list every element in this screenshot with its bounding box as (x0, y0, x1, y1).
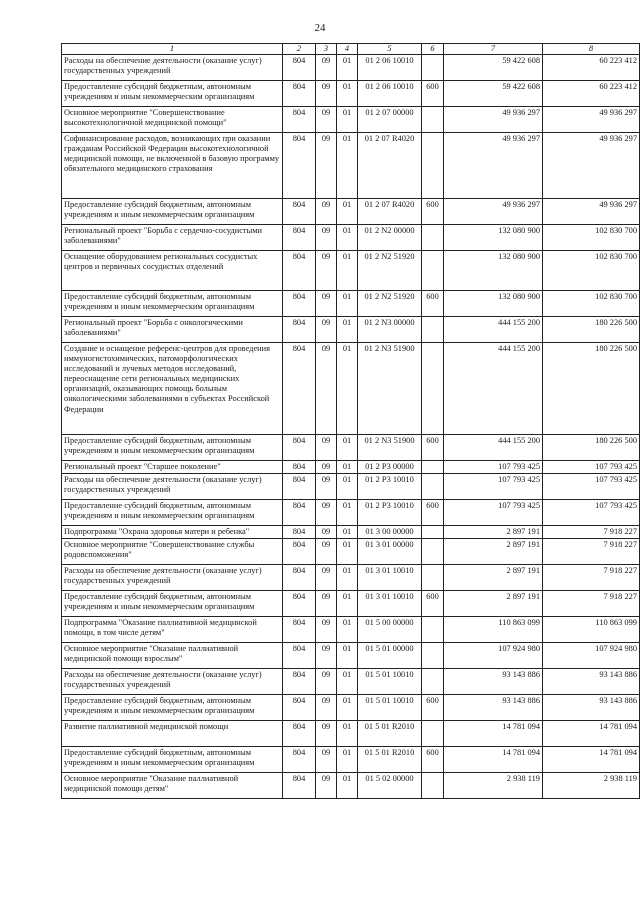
cell-expense-type (422, 225, 444, 251)
cell-description: Расходы на обеспечение деятельности (оказание услуг) государственных учреждений (62, 669, 283, 695)
cell-section-code: 09 (316, 199, 337, 225)
table-row (62, 317, 640, 343)
cell-amount-year1: 59 422 608 (444, 55, 543, 81)
cell-amount-year2: 7 918 227 (543, 591, 640, 617)
cell-target-article: 01 5 01 00000 (358, 643, 422, 669)
cell-amount-year2: 49 936 297 (543, 107, 640, 133)
cell-ministry-code: 804 (283, 251, 316, 291)
cell-ministry-code: 804 (283, 291, 316, 317)
cell-subsection-code: 01 (337, 695, 358, 721)
cell-description: Основное мероприятие "Совершенствование высокотехнологичной медицинской помощи" (62, 107, 283, 133)
cell-target-article: 01 5 01 R2010 (358, 747, 422, 773)
cell-amount-year1: 14 781 094 (444, 721, 543, 747)
cell-expense-type (422, 669, 444, 695)
cell-ministry-code: 804 (283, 643, 316, 669)
cell-amount-year2: 107 793 425 (543, 461, 640, 474)
cell-subsection-code: 01 (337, 643, 358, 669)
cell-subsection-code: 01 (337, 500, 358, 526)
cell-section-code: 09 (316, 695, 337, 721)
budget-table (61, 43, 640, 799)
cell-amount-year1: 59 422 608 (444, 81, 543, 107)
cell-subsection-code: 01 (337, 539, 358, 565)
cell-section-code: 09 (316, 461, 337, 474)
cell-amount-year1: 444 155 200 (444, 435, 543, 461)
cell-target-article: 01 2 07 00000 (358, 107, 422, 133)
cell-amount-year1: 14 781 094 (444, 747, 543, 773)
cell-expense-type (422, 526, 444, 539)
cell-amount-year2: 107 793 425 (543, 474, 640, 500)
table-row (62, 669, 640, 695)
cell-amount-year2: 60 223 412 (543, 55, 640, 81)
cell-ministry-code: 804 (283, 107, 316, 133)
cell-subsection-code: 01 (337, 107, 358, 133)
cell-ministry-code: 804 (283, 81, 316, 107)
cell-ministry-code: 804 (283, 591, 316, 617)
cell-expense-type: 600 (422, 199, 444, 225)
cell-amount-year2: 102 830 700 (543, 225, 640, 251)
cell-amount-year2: 14 781 094 (543, 747, 640, 773)
cell-subsection-code: 01 (337, 721, 358, 747)
cell-target-article: 01 2 06 10010 (358, 81, 422, 107)
cell-expense-type (422, 474, 444, 500)
header-cell-2: 2 (283, 44, 316, 55)
cell-ministry-code: 804 (283, 474, 316, 500)
header-cell-1: 1 (62, 44, 283, 55)
table-row (62, 617, 640, 643)
cell-section-code: 09 (316, 474, 337, 500)
cell-description: Региональный проект "Борьба с сердечно-сосудистыми заболеваниями" (62, 225, 283, 251)
cell-amount-year2: 93 143 886 (543, 695, 640, 721)
cell-ministry-code: 804 (283, 317, 316, 343)
table-row (62, 343, 640, 435)
cell-ministry-code: 804 (283, 747, 316, 773)
cell-ministry-code: 804 (283, 695, 316, 721)
cell-amount-year2: 180 226 500 (543, 343, 640, 435)
cell-description: Расходы на обеспечение деятельности (оказание услуг) государственных учреждений (62, 565, 283, 591)
cell-section-code: 09 (316, 747, 337, 773)
cell-amount-year2: 102 830 700 (543, 251, 640, 291)
cell-section-code: 09 (316, 343, 337, 435)
cell-target-article: 01 5 00 00000 (358, 617, 422, 643)
cell-description: Предоставление субсидий бюджетным, автономным учреждениям и иным некоммерческим организациям (62, 291, 283, 317)
cell-ministry-code: 804 (283, 55, 316, 81)
cell-subsection-code: 01 (337, 773, 358, 799)
cell-ministry-code: 804 (283, 133, 316, 199)
cell-target-article: 01 5 01 10010 (358, 669, 422, 695)
cell-expense-type: 600 (422, 435, 444, 461)
cell-subsection-code: 01 (337, 343, 358, 435)
cell-ministry-code: 804 (283, 617, 316, 643)
cell-target-article: 01 5 01 10010 (358, 695, 422, 721)
cell-description: Предоставление субсидий бюджетным, автономным учреждениям и иным некоммерческим организациям (62, 81, 283, 107)
table-row (62, 461, 640, 474)
cell-section-code: 09 (316, 669, 337, 695)
cell-amount-year1: 444 155 200 (444, 317, 543, 343)
cell-expense-type: 600 (422, 747, 444, 773)
cell-amount-year1: 93 143 886 (444, 669, 543, 695)
cell-expense-type (422, 251, 444, 291)
cell-amount-year2: 180 226 500 (543, 317, 640, 343)
cell-amount-year1: 107 793 425 (444, 461, 543, 474)
cell-subsection-code: 01 (337, 747, 358, 773)
cell-amount-year2: 60 223 412 (543, 81, 640, 107)
cell-amount-year1: 107 793 425 (444, 474, 543, 500)
table-row (62, 81, 640, 107)
cell-expense-type (422, 617, 444, 643)
cell-amount-year1: 2 897 191 (444, 526, 543, 539)
table-row (62, 695, 640, 721)
table-row (62, 133, 640, 199)
cell-target-article: 01 2 06 10010 (358, 55, 422, 81)
cell-amount-year1: 49 936 297 (444, 107, 543, 133)
cell-target-article: 01 3 01 10010 (358, 591, 422, 617)
table-row (62, 539, 640, 565)
cell-subsection-code: 01 (337, 317, 358, 343)
cell-amount-year1: 2 938 119 (444, 773, 543, 799)
cell-amount-year1: 93 143 886 (444, 695, 543, 721)
cell-section-code: 09 (316, 81, 337, 107)
cell-ministry-code: 804 (283, 721, 316, 747)
cell-section-code: 09 (316, 317, 337, 343)
cell-ministry-code: 804 (283, 773, 316, 799)
cell-ministry-code: 804 (283, 526, 316, 539)
cell-expense-type: 600 (422, 591, 444, 617)
cell-expense-type: 600 (422, 695, 444, 721)
cell-ministry-code: 804 (283, 669, 316, 695)
cell-description: Региональный проект "Борьба с онкологическими заболеваниями" (62, 317, 283, 343)
cell-subsection-code: 01 (337, 251, 358, 291)
cell-amount-year2: 110 863 099 (543, 617, 640, 643)
cell-subsection-code: 01 (337, 133, 358, 199)
cell-description: Основное мероприятие "Совершенствование службы родовспоможения" (62, 539, 283, 565)
header-cell-8: 8 (543, 44, 640, 55)
cell-amount-year2: 49 936 297 (543, 133, 640, 199)
cell-expense-type (422, 565, 444, 591)
cell-description: Предоставление субсидий бюджетным, автономным учреждениям и иным некоммерческим организациям (62, 199, 283, 225)
header-cell-5: 5 (358, 44, 422, 55)
cell-description: Создание и оснащение референс-центров для проведения иммуногистохимических, патоморфологических исследований и лучевых методов исследований, переоснащение сети региональных медицинских организаций, оказывающих помощь больным онкологическими заболеваниями в субъектах Российской Федерации (62, 343, 283, 435)
table-row (62, 721, 640, 747)
cell-target-article: 01 2 N2 51920 (358, 291, 422, 317)
cell-subsection-code: 01 (337, 55, 358, 81)
cell-ministry-code: 804 (283, 565, 316, 591)
cell-target-article: 01 2 N3 51900 (358, 343, 422, 435)
cell-description: Основное мероприятие "Оказание паллиативной медицинской помощи детям" (62, 773, 283, 799)
cell-amount-year1: 2 897 191 (444, 539, 543, 565)
cell-section-code: 09 (316, 251, 337, 291)
cell-description: Подпрограмма "Оказание паллиативной медицинской помощи, в том числе детям" (62, 617, 283, 643)
cell-expense-type (422, 343, 444, 435)
cell-description: Основное мероприятие "Оказание паллиативной медицинской помощи взрослым" (62, 643, 283, 669)
cell-description: Предоставление субсидий бюджетным, автономным учреждениям и иным некоммерческим организациям (62, 747, 283, 773)
cell-target-article: 01 2 N2 00000 (358, 225, 422, 251)
cell-section-code: 09 (316, 643, 337, 669)
cell-amount-year1: 132 080 900 (444, 225, 543, 251)
cell-subsection-code: 01 (337, 81, 358, 107)
cell-target-article: 01 2 P3 10010 (358, 500, 422, 526)
cell-description: Оснащение оборудованием региональных сосудистых центров и первичных сосудистых отделений (62, 251, 283, 291)
table-row (62, 107, 640, 133)
header-row (62, 44, 640, 55)
cell-subsection-code: 01 (337, 225, 358, 251)
cell-target-article: 01 5 02 00000 (358, 773, 422, 799)
cell-subsection-code: 01 (337, 474, 358, 500)
cell-subsection-code: 01 (337, 526, 358, 539)
header-cell-7: 7 (444, 44, 543, 55)
cell-amount-year1: 49 936 297 (444, 199, 543, 225)
cell-expense-type (422, 107, 444, 133)
cell-subsection-code: 01 (337, 617, 358, 643)
cell-amount-year1: 49 936 297 (444, 133, 543, 199)
cell-ministry-code: 804 (283, 461, 316, 474)
cell-target-article: 01 5 01 R2010 (358, 721, 422, 747)
cell-target-article: 01 2 N3 00000 (358, 317, 422, 343)
cell-section-code: 09 (316, 500, 337, 526)
cell-subsection-code: 01 (337, 461, 358, 474)
cell-description: Развитие паллиативной медицинской помощи (62, 721, 283, 747)
cell-section-code: 09 (316, 617, 337, 643)
cell-description: Предоставление субсидий бюджетным, автономным учреждениям и иным некоммерческим организациям (62, 695, 283, 721)
cell-description: Предоставление субсидий бюджетным, автономным учреждениям и иным некоммерческим организациям (62, 591, 283, 617)
table-row (62, 225, 640, 251)
cell-subsection-code: 01 (337, 291, 358, 317)
cell-subsection-code: 01 (337, 565, 358, 591)
cell-section-code: 09 (316, 539, 337, 565)
cell-amount-year1: 132 080 900 (444, 251, 543, 291)
cell-section-code: 09 (316, 591, 337, 617)
cell-section-code: 09 (316, 107, 337, 133)
cell-expense-type: 600 (422, 500, 444, 526)
table-row (62, 55, 640, 81)
table-row (62, 291, 640, 317)
table-row (62, 526, 640, 539)
cell-ministry-code: 804 (283, 199, 316, 225)
cell-amount-year2: 180 226 500 (543, 435, 640, 461)
table-row (62, 643, 640, 669)
cell-amount-year1: 107 924 980 (444, 643, 543, 669)
table-row (62, 773, 640, 799)
cell-description: Софинансирование расходов, возникающих при оказании гражданам Российской Федерации высокотехнологичной медицинской помощи, не включенной в базовую программу обязательного медицинского страхования (62, 133, 283, 199)
table-row (62, 565, 640, 591)
cell-description: Предоставление субсидий бюджетным, автономным учреждениям и иным некоммерческим организациям (62, 435, 283, 461)
cell-expense-type (422, 721, 444, 747)
page-number: 24 (314, 22, 326, 34)
table-row (62, 591, 640, 617)
cell-target-article: 01 3 00 00000 (358, 526, 422, 539)
cell-target-article: 01 2 N2 51920 (358, 251, 422, 291)
header-cell-3: 3 (316, 44, 337, 55)
cell-amount-year2: 107 793 425 (543, 500, 640, 526)
cell-section-code: 09 (316, 773, 337, 799)
table-row (62, 199, 640, 225)
cell-amount-year1: 110 863 099 (444, 617, 543, 643)
cell-amount-year2: 7 918 227 (543, 526, 640, 539)
cell-subsection-code: 01 (337, 199, 358, 225)
cell-amount-year2: 102 830 700 (543, 291, 640, 317)
cell-section-code: 09 (316, 565, 337, 591)
cell-section-code: 09 (316, 291, 337, 317)
cell-amount-year1: 2 897 191 (444, 565, 543, 591)
cell-expense-type: 600 (422, 291, 444, 317)
cell-expense-type (422, 317, 444, 343)
cell-target-article: 01 2 N3 51900 (358, 435, 422, 461)
cell-description: Предоставление субсидий бюджетным, автономным учреждениям и иным некоммерческим организациям (62, 500, 283, 526)
cell-target-article: 01 3 01 00000 (358, 539, 422, 565)
cell-expense-type (422, 643, 444, 669)
cell-expense-type (422, 539, 444, 565)
cell-description: Расходы на обеспечение деятельности (оказание услуг) государственных учреждений (62, 474, 283, 500)
cell-amount-year1: 107 793 425 (444, 500, 543, 526)
header-cell-6: 6 (422, 44, 444, 55)
cell-target-article: 01 3 01 10010 (358, 565, 422, 591)
cell-description: Расходы на обеспечение деятельности (оказание услуг) государственных учреждений (62, 55, 283, 81)
table-row (62, 747, 640, 773)
cell-amount-year1: 444 155 200 (444, 343, 543, 435)
table-row (62, 500, 640, 526)
cell-ministry-code: 804 (283, 500, 316, 526)
table-row (62, 435, 640, 461)
header-cell-4: 4 (337, 44, 358, 55)
cell-amount-year2: 7 918 227 (543, 539, 640, 565)
cell-amount-year2: 14 781 094 (543, 721, 640, 747)
cell-target-article: 01 2 P3 00000 (358, 461, 422, 474)
cell-ministry-code: 804 (283, 225, 316, 251)
cell-expense-type (422, 773, 444, 799)
cell-expense-type: 600 (422, 81, 444, 107)
cell-section-code: 09 (316, 435, 337, 461)
cell-amount-year1: 2 897 191 (444, 591, 543, 617)
cell-expense-type (422, 133, 444, 199)
cell-section-code: 09 (316, 55, 337, 81)
cell-target-article: 01 2 07 R4020 (358, 199, 422, 225)
cell-amount-year2: 7 918 227 (543, 565, 640, 591)
cell-subsection-code: 01 (337, 435, 358, 461)
table-row (62, 251, 640, 291)
cell-amount-year2: 107 924 980 (543, 643, 640, 669)
cell-section-code: 09 (316, 225, 337, 251)
cell-section-code: 09 (316, 526, 337, 539)
cell-description: Подпрограмма "Охрана здоровья матери и ребенка" (62, 526, 283, 539)
cell-target-article: 01 2 P3 10010 (358, 474, 422, 500)
cell-amount-year1: 132 080 900 (444, 291, 543, 317)
cell-ministry-code: 804 (283, 539, 316, 565)
cell-section-code: 09 (316, 721, 337, 747)
cell-section-code: 09 (316, 133, 337, 199)
cell-ministry-code: 804 (283, 343, 316, 435)
cell-amount-year2: 49 936 297 (543, 199, 640, 225)
table-row (62, 474, 640, 500)
cell-subsection-code: 01 (337, 669, 358, 695)
cell-ministry-code: 804 (283, 435, 316, 461)
cell-description: Региональный проект "Старшее поколение" (62, 461, 283, 474)
cell-expense-type (422, 461, 444, 474)
cell-target-article: 01 2 07 R4020 (358, 133, 422, 199)
cell-expense-type (422, 55, 444, 81)
cell-amount-year2: 93 143 886 (543, 669, 640, 695)
cell-subsection-code: 01 (337, 591, 358, 617)
cell-amount-year2: 2 938 119 (543, 773, 640, 799)
